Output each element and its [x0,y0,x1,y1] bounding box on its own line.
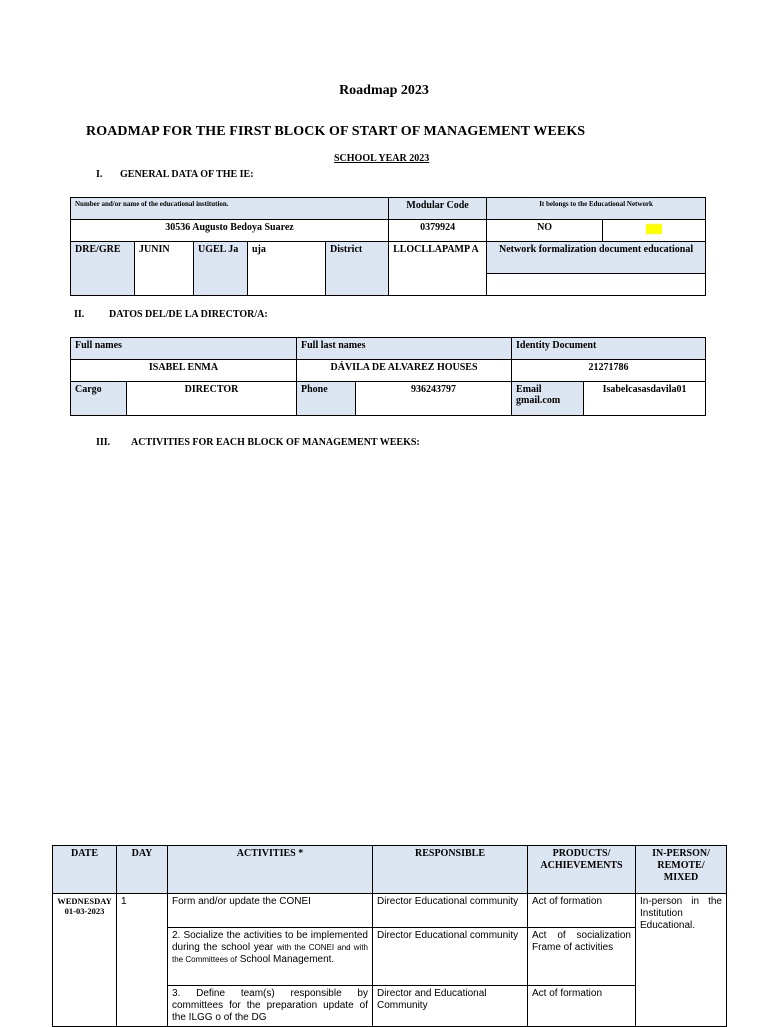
modular-code-label: Modular Code [389,198,487,220]
highlight-mark [646,224,662,234]
school-year: SCHOOL YEAR 2023 [334,153,430,164]
institution-label: Number and/or name of the educational institution. [71,198,389,220]
cargo-label: Cargo [71,382,127,416]
mode-cell: In-person in the Institution Educational. [636,894,727,1027]
email-label: Email gmail.com [512,382,584,416]
modular-code-value: 0379924 [389,220,487,242]
product-2: Act of socialization Frame of activities [528,928,636,986]
activities-header: ACTIVITIES * [168,846,373,894]
main-heading: ROADMAP FOR THE FIRST BLOCK OF START OF MANAGEMENT WEEKS [86,124,586,139]
full-last-names-label: Full last names [297,338,512,360]
phone-label: Phone [297,382,356,416]
activity-3: 3. Define team(s) responsible by committees for the preparation update of the ILGG o of the DG [168,986,373,1027]
activity-2-small: with the CONEI and with the Committees of [172,943,368,964]
section-3-title: ACTIVITIES FOR EACH BLOCK OF MANAGEMENT WEEKS: [131,437,420,448]
formalization-label: Network formalization document educational [487,242,706,274]
director-table [70,337,706,416]
full-last-names-value: DÁVILA DE ALVAREZ HOUSES [297,360,512,382]
ugel-value: uja [248,242,326,296]
section-3-heading [96,437,420,448]
section-3-number: III. [96,437,111,448]
responsible-2: Director Educational community [373,928,528,986]
product-1: Act of formation [528,894,636,928]
product-3: Act of formation [528,986,636,1027]
general-data-table [70,197,706,296]
day-header: DAY [117,846,168,894]
network-value: NO [487,220,603,242]
activities-table [52,845,727,1027]
date-header: DATE [53,846,117,894]
mode-header: IN-PERSON/ REMOTE/ MIXED [636,846,727,894]
activity-2-text: 2. Socialize the activities to be implemented during the school year [172,930,368,953]
email-value: Isabelcasasdavila01 [584,382,706,416]
district-value: LLOCLLAPAMP A [389,242,487,296]
full-names-value: ISABEL ENMA [71,360,297,382]
network-highlight-cell [603,220,706,242]
district-label: District [326,242,389,296]
section-2-heading [74,309,268,320]
section-1-title: GENERAL DATA OF THE IE: [120,169,254,180]
section-2-title: DATOS DEL/DE LA DIRECTOR/A: [109,309,268,320]
activity-2-end: School Management. [239,954,335,965]
responsible-header: RESPONSIBLE [373,846,528,894]
network-label: It belongs to the Educational Network [487,198,706,220]
section-1-number: I. [96,169,103,180]
date-cell: WEDNESDAY 01-03-2023 [53,894,117,1027]
formalization-value [487,274,706,296]
section-1-heading [96,169,254,180]
cargo-value: DIRECTOR [127,382,297,416]
identity-document-value: 21271786 [512,360,706,382]
phone-value: 936243797 [356,382,512,416]
section-2-number: II. [74,309,85,320]
responsible-1: Director Educational community [373,894,528,928]
full-names-label: Full names [71,338,297,360]
identity-document-label: Identity Document [512,338,706,360]
dre-value: JUNIN [135,242,194,296]
responsible-3: Director and Educational Community [373,986,528,1027]
day-cell: 1 [117,894,168,1027]
ugel-label: UGEL Ja [194,242,248,296]
products-header: PRODUCTS/ ACHIEVEMENTS [528,846,636,894]
activity-1: Form and/or update the CONEI [168,894,373,928]
institution-value: 30536 Augusto Bedoya Suarez [71,220,389,242]
page-title: Roadmap 2023 [339,83,429,98]
dre-label: DRE/GRE [71,242,135,296]
activity-2 [168,928,373,986]
